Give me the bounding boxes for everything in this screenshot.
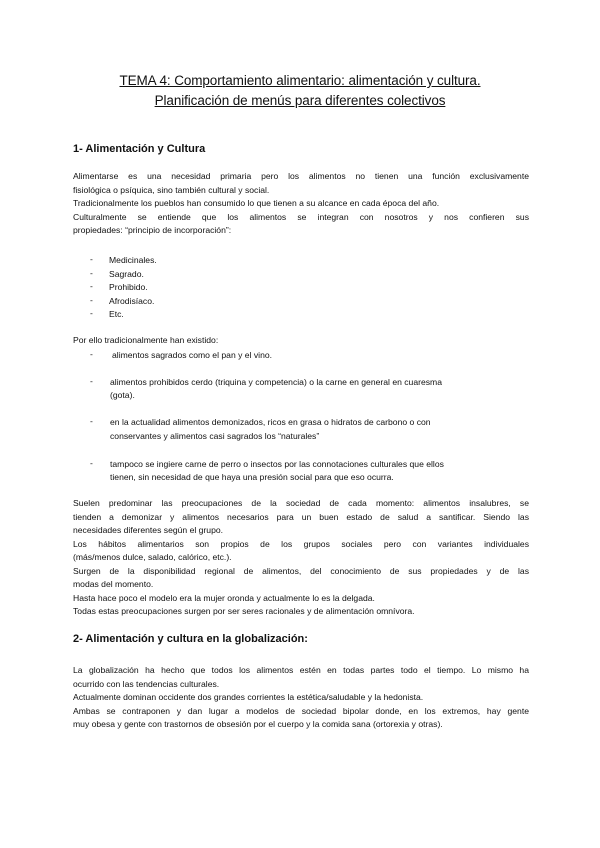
title-line-1: TEMA 4: Comportamiento alimentario: alimentación y cultura. [119,73,481,88]
list-item: Prohibido. [109,282,148,292]
list-item: Medicinales. [109,255,157,265]
closing-line: tienden a demonizar y alimentos necesarios para un buen estado de salud a santificar. Siendo las [73,512,529,522]
section-2-line: Ambas se contraponen y dan lugar a modelos de sociedad bipolar donde, en los extremos, hay gente [73,706,529,716]
list-dash: - [90,268,93,278]
list-dash: - [90,295,93,305]
closing-line: Surgen de la disponibilidad regional de alimentos, del conocimiento de sus propiedades y de las [73,566,529,576]
closing-line: (más/menos dulce, salado, calórico, etc.). [73,552,232,562]
section-1-intro-line: Tradicionalmente los pueblos han consumido lo que tienen a su alcance en cada época del año. [73,198,440,208]
title-line-2: Planificación de menús para diferentes colectivos [154,93,446,108]
list-item: Afrodisíaco. [109,296,155,306]
section-2-line: ocurrido con las tendencias culturales. [73,679,220,689]
closing-line: modas del momento. [73,579,154,589]
bullet-line: tampoco se ingiere carne de perro o insectos por las connotaciones culturales que ellos [110,459,444,469]
section-2-line: La globalización ha hecho que todos los alimentos estén en todas partes todo el tiempo. Lo mismo ha [73,665,529,675]
bullet-line: en la actualidad alimentos demonizados, ricos en grasa o hidratos de carbono o con [110,417,431,427]
section-1-intro-line: fisiológica o psíquica, sino también cultural y social. [73,185,270,195]
list-dash: - [90,308,93,318]
closing-line: necesidades diferentes según el grupo. [73,525,224,535]
bullet-dash: - [90,416,93,426]
list-dash: - [90,281,93,291]
section-1-heading: 1- Alimentación y Cultura [73,143,206,155]
tradition-intro: Por ello tradicionalmente han existido: [73,335,219,345]
list-dash: - [90,254,93,264]
section-1-intro-line: Culturalmente se entiende que los alimentos se integran con nosotros y nos confieren sus [73,212,529,222]
section-1-intro-line: propiedades: “principio de incorporación”: [73,225,232,235]
bullet-dash: - [90,376,93,386]
list-item: Etc. [109,309,124,319]
bullet-line: alimentos sagrados como el pan y el vino. [112,350,273,360]
bullet-line: alimentos prohibidos cerdo (triquina y competencia) o la carne en general en cuaresma [110,377,442,387]
section-2-heading: 2- Alimentación y cultura en la globalización: [73,633,308,645]
section-2-line: Actualmente dominan occidente dos grandes corrientes la estética/saludable y la hedonista. [73,692,424,702]
bullet-line: conservantes y alimentos casi sagrados los “naturales” [110,431,320,441]
section-1-intro-line: Alimentarse es una necesidad primaria pero los alimentos no tienen una función exclusivamente [73,171,529,181]
list-item: Sagrado. [109,269,144,279]
section-2-line: muy obesa y gente con trastornos de obsesión por el cuerpo y la comida sana (ortorexia y otras). [73,719,443,729]
closing-line: Todas estas preocupaciones surgen por ser seres racionales y de alimentación omnívora. [73,606,415,616]
bullet-dash: - [90,349,93,359]
closing-line: Suelen predominar las preocupaciones de la sociedad de cada momento: alimentos insalubres, se [73,498,529,508]
bullet-line: tienen, sin necesidad de que haya una presión social para que eso ocurra. [110,472,394,482]
closing-line: Los hábitos alimentarios son propios de los grupos sociales pero con variantes individuales [73,539,529,549]
bullet-dash: - [90,458,93,468]
closing-line: Hasta hace poco el modelo era la mujer oronda y actualmente lo es la delgada. [73,593,375,603]
bullet-line: (gota). [110,390,135,400]
